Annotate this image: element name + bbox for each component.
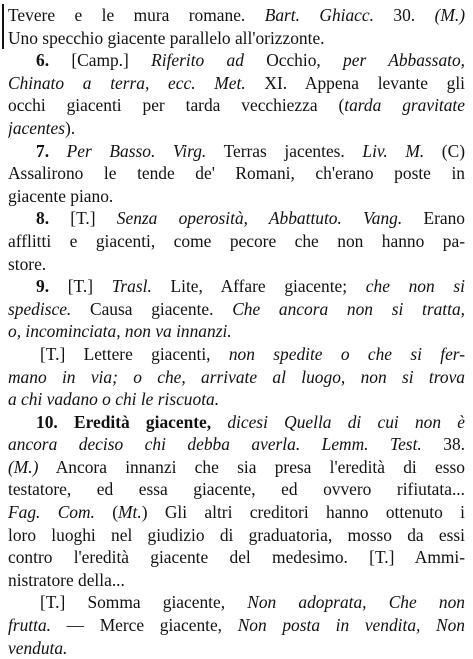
text-line (8, 298, 465, 321)
text-segment: Tevere e le mura romane. (8, 5, 265, 25)
text-line (8, 94, 465, 117)
text-line (8, 72, 465, 95)
text-line (8, 637, 465, 659)
text-segment: dicesi Quella di cui non è (211, 411, 465, 432)
text-line (8, 524, 465, 547)
text-segment: ). (64, 117, 76, 138)
text-segment: Che ancora non si tratta, (232, 298, 465, 319)
text-line (8, 117, 465, 140)
text-segment: [T.] (49, 208, 117, 229)
text-line (8, 478, 465, 501)
text-line (8, 546, 465, 569)
text-segment: 8. (36, 208, 50, 229)
text-segment: tarda gravitate (344, 95, 465, 116)
text-segment: jacentes (8, 117, 65, 138)
text-segment: loro luoghi nel giudizio di graduatoria, mosso da essi (8, 524, 465, 545)
text-segment: giacente piano. (8, 185, 114, 206)
text-segment: Occhio, (243, 50, 344, 71)
text-segment: [T.] (49, 276, 112, 297)
text-segment: Per Basso. Virg. (49, 140, 207, 161)
text-segment: 6. (36, 50, 50, 71)
text-line (8, 207, 465, 230)
text-line (2, 4, 465, 27)
text-segment: che non si (365, 276, 465, 297)
text-segment: occhi giacenti per tarda vecchiezza ( (8, 95, 345, 116)
text-line (8, 501, 465, 524)
text-segment: Terras jacentes. (206, 140, 363, 161)
text-line (8, 591, 465, 614)
text-segment: [Camp.] (49, 50, 152, 71)
text-segment: 9. (36, 276, 50, 297)
text-segment: ( (94, 502, 119, 523)
text-segment: frutta. (8, 615, 52, 636)
text-line (8, 388, 465, 411)
text-line (8, 343, 465, 366)
text-segment: Erano (402, 208, 465, 229)
text-segment: o, incominciata, non va innanzi. (8, 321, 232, 342)
text-segment: Chinato a terra, ecc. Met. (8, 72, 246, 93)
text-line (8, 569, 465, 592)
text-line (8, 185, 465, 208)
text-segment: Liv. M. (362, 140, 425, 161)
text-segment: contro l'eredità giacente del medesimo. [T.] Ammi- (8, 547, 465, 568)
text-segment: testatore, ed essa giacente, ed ovvero rifiutata... (8, 479, 465, 500)
text-segment: per Abbassato, (343, 50, 465, 71)
text-segment: spedisce. (8, 298, 72, 319)
text-line (8, 49, 465, 72)
text-segment: Senza operosità, Abbattuto. Vang. (116, 208, 403, 229)
text-segment: mano in via; o che, arrivate al luogo, non si trova (8, 366, 465, 387)
text-segment: Uno specchio giacente parallelo all'orizzonte. (8, 27, 325, 48)
text-segment: — Merce giacente, (51, 615, 238, 636)
text-segment: Non adoprata, Che non (247, 592, 465, 613)
text-line (8, 411, 465, 434)
text-segment: Riferito ad (151, 50, 244, 71)
text-segment: Mt. (118, 502, 142, 523)
text-segment: Assalirono le tende de' Romani, ch'erano poste in (8, 163, 465, 184)
text-line (8, 320, 465, 343)
text-segment: ancora deciso chi debba averla. Lemm. Test. (8, 434, 422, 455)
text-segment: XI. Appena levante gli (245, 72, 465, 93)
text-segment: 10. Eredità giacente, (36, 411, 212, 432)
text-segment: Trasl. (111, 276, 152, 297)
text-segment: [T.] Somma giacente, (40, 592, 248, 613)
text-line (8, 230, 465, 253)
text-segment: non spedite o che si fer- (228, 343, 465, 364)
text-line (8, 275, 465, 298)
text-line (8, 366, 465, 389)
text-segment: ) Gli altri creditori hanno ottenuto i (141, 502, 465, 523)
text-line (2, 27, 465, 50)
text-segment: Non posta in vendita, Non (237, 615, 465, 636)
text-segment: (M.) (8, 456, 39, 477)
text-segment: 38. (421, 434, 465, 455)
text-line (8, 162, 465, 185)
text-segment: venduta. (8, 637, 68, 658)
text-segment: a chi vadano o chi le riscuota. (8, 389, 220, 410)
text-line (8, 140, 465, 163)
text-segment: afflitti e giacenti, come pecore che non hanno pa- (8, 230, 465, 251)
text-segment: Causa giacente. (71, 298, 233, 319)
text-line (8, 433, 465, 456)
text-segment: 30. (373, 5, 435, 25)
text-segment: nistratore della... (8, 569, 125, 590)
text-segment: Bart. Ghiacc. (264, 5, 374, 25)
text-segment: Ancora innanzi che sia presa l'eredità di esso (38, 456, 465, 477)
text-line (8, 253, 465, 276)
text-segment: (M.) (434, 5, 465, 25)
text-segment: [T.] Lettere giacenti, (40, 343, 229, 364)
text-segment: Lite, Affare giacente; (151, 276, 366, 297)
text-line (8, 456, 465, 479)
text-segment: store. (8, 253, 47, 274)
text-segment: 7. (36, 140, 50, 161)
text-segment: Fag. Com. (8, 502, 95, 523)
text-segment: (C) (424, 140, 465, 161)
text-line (8, 614, 465, 637)
